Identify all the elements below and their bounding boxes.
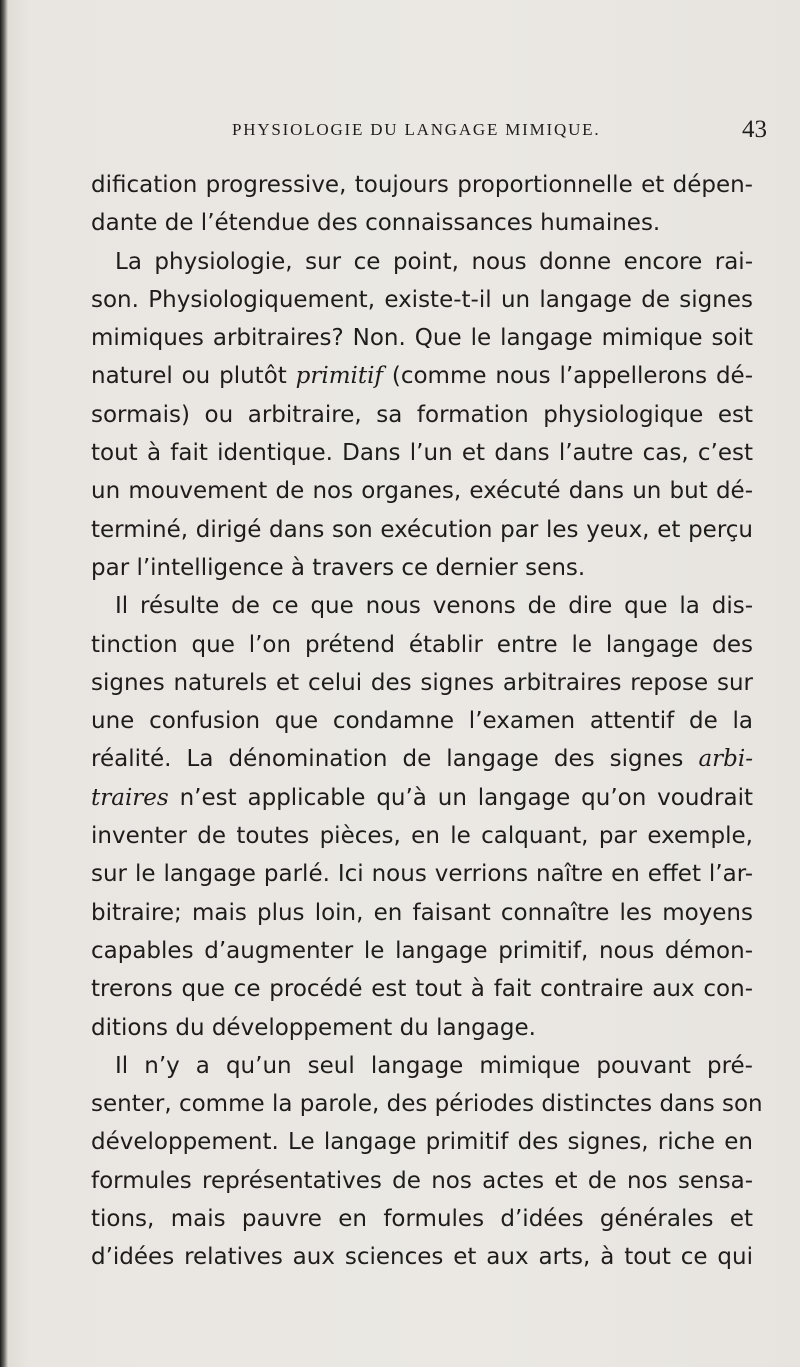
- text-line: [91, 779, 753, 817]
- text-segment: capables d’augmenter le langage primitif, nous démon-: [91, 937, 753, 964]
- text-segment: formules représentatives de nos actes et de nos sensa-: [91, 1167, 753, 1194]
- text-segment: développement. Le langage primitif des signes, riche en: [91, 1129, 753, 1156]
- text-line: [91, 740, 753, 778]
- text-line: [91, 626, 753, 664]
- text-line: [91, 357, 753, 395]
- text-segment: d’idées relatives aux sciences et aux arts, à tout ce qui: [91, 1244, 753, 1271]
- text-line: [91, 281, 753, 319]
- text-segment: n’est applicable qu’à un langage qu’on voudrait: [168, 784, 753, 811]
- book-spine-shadow: [0, 0, 8, 1367]
- page-header: [232, 116, 767, 146]
- text-line: [91, 932, 753, 970]
- text-line: [91, 855, 753, 893]
- text-line: [91, 894, 753, 932]
- text-line: [91, 511, 753, 549]
- text-segment: inventer de toutes pièces, en le calquant, par exemple,: [91, 823, 753, 850]
- text-segment: un mouvement de nos organes, exécuté dans un but dé-: [91, 478, 753, 505]
- text-segment: signes naturels et celui des signes arbitraires repose sur: [91, 669, 753, 696]
- text-line: [91, 396, 753, 434]
- text-segment: une confusion que condamne l’examen attentif de la: [91, 708, 753, 735]
- text-segment: tout à fait identique. Dans l’un et dans l’autre cas, c’est: [91, 440, 753, 467]
- text-segment: son. Physiologiquement, existe-t-il un langage de signes: [91, 286, 753, 313]
- text-segment: tinction que l’on prétend établir entre le langage des: [91, 631, 753, 658]
- text-line: [91, 1047, 753, 1085]
- text-segment: terminé, dirigé dans son exécution par les yeux, et perçu: [91, 516, 753, 543]
- text-segment: sur le langage parlé. Ici nous verrions naître en effet l’ar-: [91, 861, 753, 888]
- italic-emphasis: traires: [91, 784, 169, 811]
- text-segment: La physiologie, sur ce point, nous donne encore rai-: [115, 248, 753, 275]
- text-line: [91, 243, 753, 281]
- text-line: [91, 434, 753, 472]
- page-number: 43: [742, 116, 767, 143]
- text-segment: trerons que ce procédé est tout à fait contraire aux con-: [91, 976, 753, 1003]
- text-line: [91, 1162, 753, 1200]
- text-segment: dante de l’étendue des connaissances humaines.: [91, 210, 661, 237]
- text-line: [91, 664, 753, 702]
- text-segment: (comme nous l’appellerons dé-: [383, 363, 754, 390]
- text-segment: Il résulte de ce que nous venons de dire que la dis-: [115, 593, 753, 620]
- text-line: [91, 319, 753, 357]
- text-line: [91, 1085, 763, 1123]
- text-segment: Il n’y a qu’un seul langage mimique pouvant pré-: [115, 1052, 753, 1079]
- text-segment: dification progressive, toujours proportionnelle et dépen-: [91, 172, 753, 198]
- text-segment: mimiques arbitraires? Non. Que le langage mimique soit: [91, 325, 753, 352]
- running-title: PHYSIOLOGIE DU LANGAGE MIMIQUE.: [232, 120, 601, 139]
- text-line: [91, 817, 753, 855]
- text-segment: naturel ou plutôt: [91, 363, 296, 390]
- body-text: [91, 166, 763, 1277]
- text-line: [91, 702, 753, 740]
- italic-emphasis: primitif: [295, 363, 384, 390]
- text-segment: bitraire; mais plus loin, en faisant connaître les moyens: [91, 899, 753, 926]
- text-segment: sormais) ou arbitraire, sa formation physiologique est: [91, 401, 753, 428]
- text-line: [91, 1009, 753, 1047]
- text-line: [91, 549, 753, 587]
- text-line: [91, 204, 753, 242]
- text-segment: par l’intelligence à travers ce dernier sens.: [91, 554, 586, 581]
- text-segment: tions, mais pauvre en formules d’idées générales et: [91, 1206, 753, 1233]
- text-segment: senter, comme la parole, des périodes distinctes dans son: [91, 1091, 763, 1118]
- text-line: [91, 1200, 753, 1238]
- italic-emphasis: arbi-: [698, 746, 753, 773]
- text-line: [91, 970, 753, 1008]
- text-line: [91, 472, 753, 510]
- text-line: [91, 166, 753, 204]
- text-line: [91, 1238, 753, 1276]
- text-segment: ditions du développement du langage.: [91, 1014, 536, 1041]
- text-line: [91, 1123, 753, 1161]
- text-line: [91, 587, 753, 625]
- text-segment: réalité. La dénomination de langage des signes: [91, 746, 699, 773]
